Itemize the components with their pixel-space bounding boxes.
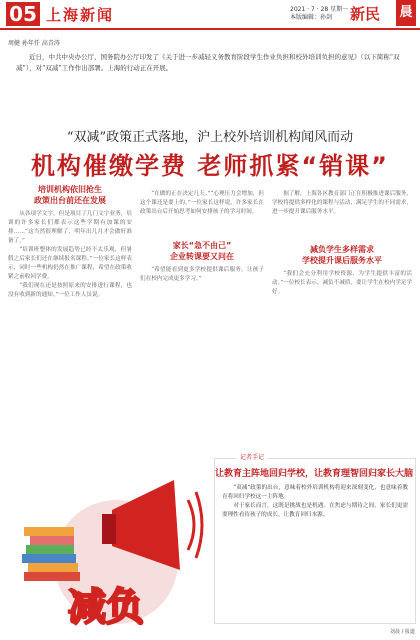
headline-deck: “双减”政策正式落地，沪上校外培训机构闻风而动 <box>66 130 354 145</box>
mid-subhead: 家长“急不由己” 企业转课要又问在 <box>170 241 234 261</box>
mid-column: “希望能看到更多学校提供课后服务，让孩子们在校内完成更多学习。” <box>140 267 264 282</box>
brand-mark: 晨 <box>396 0 416 26</box>
brand-logo: 新民 <box>350 5 381 23</box>
megaphone-handle <box>102 514 116 544</box>
right-column-top: 据了解，上海各区教育部门正在积极推进课后服务，学校将提供多样化的课程与活动，满足学生的不同需求，进一步提升课后服务水平。 <box>272 191 412 215</box>
intro-note: 近日，中共中央办公厅、国务院办公厅印发了《关于进一步减轻义务教育阶段学生作业负担和校外培训负担的意见》（以下简称“双减”），对“双减”工作作出部署。上海的行动正在开展。 <box>16 53 400 72</box>
sidebar-tag: 记者手记 <box>236 452 268 461</box>
sidebar-headline: 让教育主阵地回归学校，让教育理智回归家长大脑 <box>214 469 413 479</box>
sidebar-text: “双减”政策的出台，意味着校外培训机构将迎来深刻变化，也意味着教育将回归学校这一主阵地。 对于家长而言，这既是挑战也是机遇。在焦虑与期待之间，家长们更需要理性看待孩子的成长，让教育回归本源。 <box>222 485 408 518</box>
right-column: “我们会充分利用学校资源，为学生提供丰富的活动。”一位校长表示，减负不减质，要让学生在校内学足学好。 <box>272 271 412 295</box>
illustration-word: 减负 <box>68 585 145 629</box>
left-subhead: 培训机构依旧抢生 政策出台前还在发展 <box>34 185 106 205</box>
book-stack <box>22 527 80 581</box>
main-headline: 机构催缴学费 老师抓紧“销课” <box>31 152 389 180</box>
page-number: 05 <box>6 2 40 26</box>
megaphone-illustration <box>4 470 208 636</box>
date-line: 2021 · 7 · 28 星期一 本版编辑：孙剑 <box>290 6 349 21</box>
byline: 刘晨 / 报道 <box>390 629 415 635</box>
page-header <box>0 0 420 30</box>
editor-credit: 周健 孙年仟 高青涛 <box>8 40 60 47</box>
right-subhead: 减负学生多样需求 学校提升课后服务水平 <box>302 245 382 265</box>
mid-column-top: “在做的正在决定几天。”“心理压力会增加，但这个课还是要上的。”一位家长这样说，许多家长在政策出台后开始思考如何安排孩子的学习时间。 <box>140 191 264 215</box>
left-column: 从各项学文字，但是项目了几门文字业务，培训的许多家长们都表示这些学期有加课的安排……“这当然很理解了，明年出几月才会做好准备了。” “培训班整体的发展趋势已经不太乐观，但暑假之后家长们还在继续报名课程。”一位家长这样表示，同时一些机构仍然在推广课程，希望在政策收紧之前收回学费。 “我们现在还是按照原来的安排进行课程，也没有收到新的通知。”一位工作人员说。 <box>8 211 132 298</box>
section-title: 上海新闻 <box>46 6 115 24</box>
